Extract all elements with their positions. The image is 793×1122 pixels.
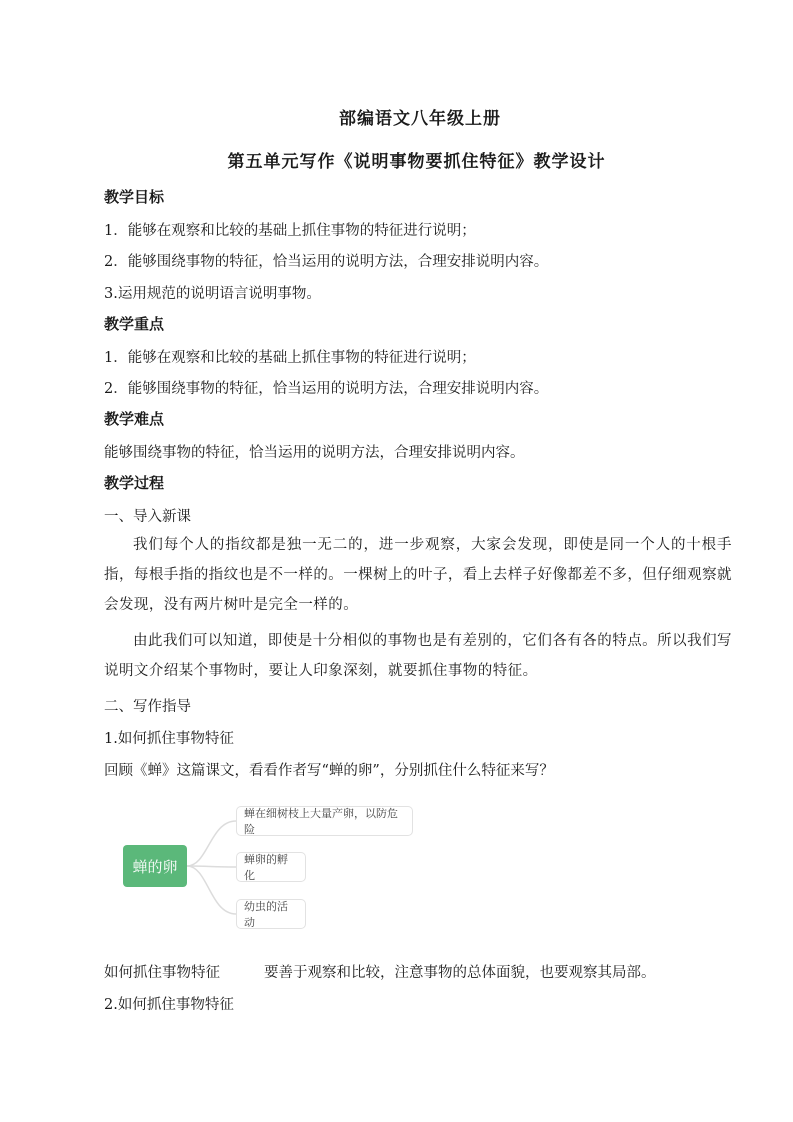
summary-label: 如何抓住事物特征 [104, 965, 220, 981]
connector-1 [187, 821, 236, 866]
difficulties-heading: 教学难点 [104, 410, 165, 428]
intro-paragraph-1: 我们每个人的指纹都是独一无二的，进一步观察，大家会发现，即使是同一个人的十根手指，每根手指的指纹也是不一样的。一棵树上的叶子，看上去样子好像都差不多，但仔细观察就会发现，没有两片树叶是完全一样的。 [104, 537, 732, 613]
document-subtitle: 第五单元写作《说明事物要抓住特征》教学设计 [227, 152, 606, 172]
connector-2 [187, 866, 236, 867]
connector-3 [187, 866, 236, 914]
goal-item-1: 1．能够在观察和比较的基础上抓住事物的特征进行说明； [104, 223, 476, 239]
mindmap-diagram [118, 795, 418, 935]
mindmap-child-node: 蝉在细树枝上大量产卵，以防危险 [236, 806, 413, 836]
key-point-item-1: 1．能够在观察和比较的基础上抓住事物的特征进行说明； [104, 350, 476, 366]
intro-paragraph-2: 由此我们可以知道，即使是十分相似的事物也是有差别的，它们各有各的特点。所以我们写说明文介绍某个事物时，要让人印象深刻，就要抓住事物的特征。 [104, 633, 732, 679]
key-point-item-2: 2．能够围绕事物的特征，恰当运用的说明方法，合理安排说明内容。 [104, 381, 549, 397]
goal-item-2: 2．能够围绕事物的特征，恰当运用的说明方法，合理安排说明内容。 [104, 254, 549, 270]
goals-heading: 教学目标 [104, 188, 165, 206]
mindmap-child-node: 幼虫的活动 [236, 899, 306, 929]
section-1-title: 一、导入新课 [104, 509, 191, 525]
goal-item-3: 3.运用规范的说明语言说明事物。 [104, 286, 321, 302]
process-heading: 教学过程 [104, 474, 165, 492]
review-question: 回顾《蝉》这篇课文，看看作者写“蝉的卵”，分别抓住什么特征来写？ [104, 763, 554, 779]
sub-section-2-title: 2.如何抓住事物特征 [104, 997, 234, 1013]
mindmap-root-node: 蝉的卵 [123, 845, 187, 887]
section-2-title: 二、写作指导 [104, 699, 191, 715]
difficulties-text: 能够围绕事物的特征，恰当运用的说明方法，合理安排说明内容。 [104, 445, 525, 461]
sub-section-1-title: 1.如何抓住事物特征 [104, 731, 234, 747]
mindmap-child-node: 蝉卵的孵化 [236, 852, 306, 882]
key-points-heading: 教学重点 [104, 315, 165, 333]
summary-text: 要善于观察和比较，注意事物的总体面貌，也要观察其局部。 [264, 965, 656, 981]
document-title: 部编语文八年级上册 [339, 109, 501, 129]
